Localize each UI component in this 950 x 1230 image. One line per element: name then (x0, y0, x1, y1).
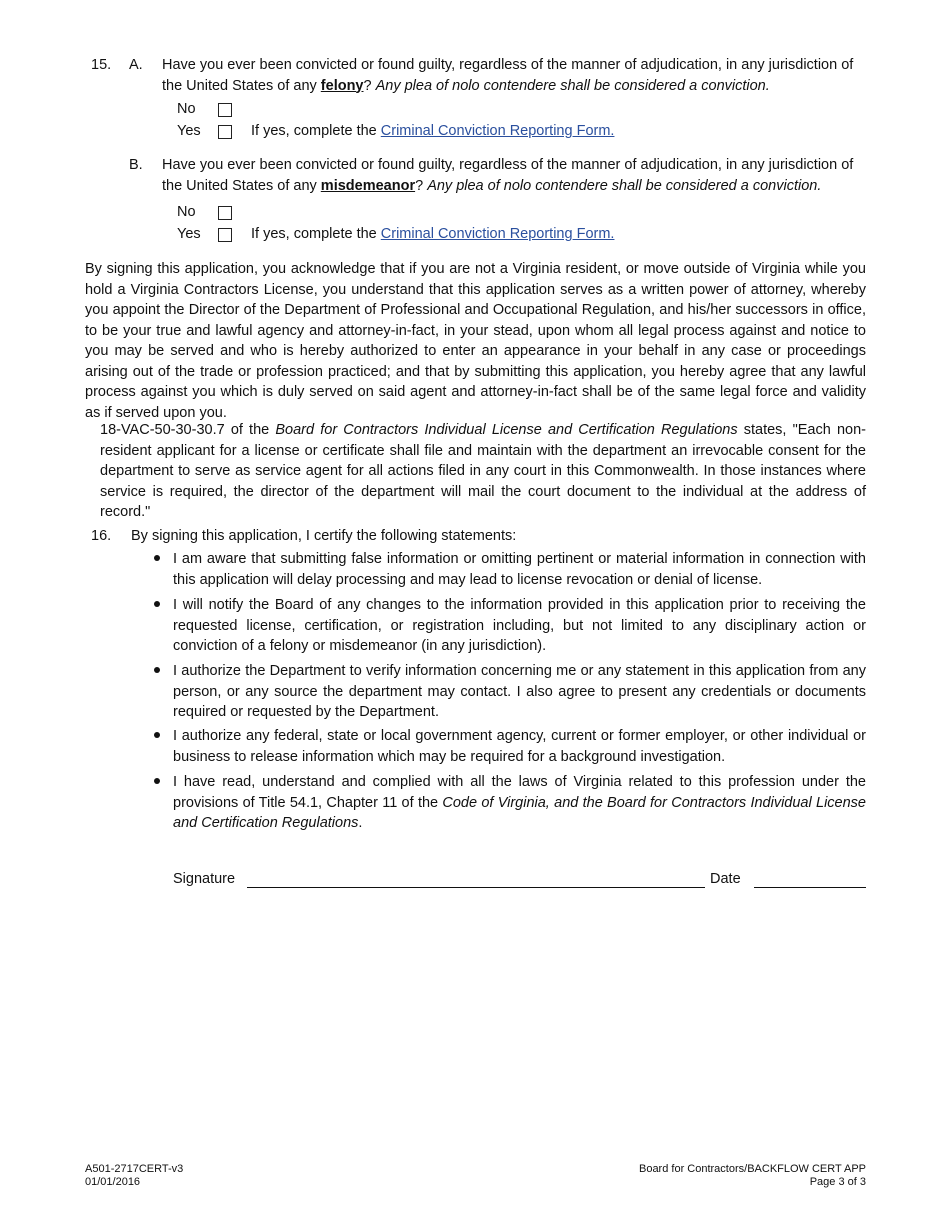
question-15b-yes-label: Yes (177, 226, 201, 242)
regulation-paragraph (100, 420, 866, 523)
laws-statement-pre: I have read, understand and complied with all the laws of Virginia related to this profession under the provisions of Title 54.1, Chapter 11 of the (173, 774, 866, 811)
regulation-post: states, "Each non-resident applicant for a license or certificate shall file and maintain with the department an irrevocable consent for the department to serve as service agent for all actions filed in any court in this Commonwealth. In those instances where service is required, the director of the department will mail the court document to the individual at the address of record." (100, 422, 866, 520)
date-line[interactable] (754, 887, 866, 888)
regulation-title: Board for Contractors Individual License and Certification Regulations (275, 422, 738, 438)
question-15b-nolo: Any plea of nolo contendere shall be considered a conviction. (427, 177, 822, 194)
date-label: Date (710, 871, 741, 887)
certify-statement: I will notify the Board of any changes to the information provided in this application prior to receiving the requested license, certification, or registration including, but not limited to any disciplinary action or conviction of a felony or misdemeanor (in any jurisdiction). (173, 597, 866, 654)
attorney-paragraph: By signing this application, you acknowledge that if you are not a Virginia resident, or move outside of Virginia while you hold a Virginia Contractors License, you understand that this application serves as a written power of attorney, whereby you appoint the Director of the Department of Professional and Occupational Regulation, and his/her successors in office, to be your true and lawful agency and attorney-in-fact, in your stead, upon whom all legal process against and notice to you may be served and who is hereby authorized to enter an appearance in your behalf in any case or proceedings arising out of the trade or profession practiced; and that by submitting this application, you hereby agree that any lawful process against you which is duly served on said agent and attorney-in-fact shall be of the same legal force and validity as if served upon you. (85, 261, 866, 421)
certify-statement: I am aware that submitting false information or omitting pertinent or material information in connection with this application will delay processing and may lead to license revocation or denial of license. (173, 551, 866, 588)
question-15b-criminal-conviction-link[interactable]: Criminal Conviction Reporting Form. (380, 226, 615, 242)
footer-board: Board for Contractors/BACKFLOW CERT APP (638, 1163, 866, 1175)
question-15a-yes-checkbox[interactable] (218, 125, 232, 139)
certify-statement: I authorize any federal, state or local government agency, current or former employer, or other individual or business to release information which may be required for a background investigation. (173, 728, 866, 765)
bullet-dot (154, 732, 160, 738)
signature-line[interactable] (247, 887, 705, 888)
bullet-dot (154, 601, 160, 607)
question-15a-letter: A. (129, 57, 143, 73)
footer-right (639, 1163, 866, 1189)
footer-page-number: Page 3 of 3 (809, 1176, 866, 1188)
question-15b-ifyes-text: If yes, complete the (251, 226, 381, 242)
bullet-dot (154, 667, 160, 673)
footer-left (85, 1163, 183, 1189)
question-15b-misdemeanor: misdemeanor (320, 177, 416, 194)
question-15b-text-pre: Have you ever been convicted or found guilty, regardless of the manner of adjudication, in any jurisdiction of the United States of any (162, 157, 854, 194)
bullet-dot (154, 778, 160, 784)
certify-statement-laws (173, 772, 866, 834)
question-15b-letter: B. (129, 157, 143, 173)
question-15a-no-checkbox[interactable] (218, 103, 232, 117)
footer-form-date: 01/01/2016 (85, 1176, 141, 1188)
footer-form-id: A501-2717CERT-v3 (85, 1163, 184, 1175)
signature-label: Signature (173, 871, 236, 887)
question-15a-ifyes (251, 121, 614, 142)
question-15-number: 15. (91, 57, 112, 73)
question-15a-criminal-conviction-link[interactable]: Criminal Conviction Reporting Form. (380, 123, 615, 139)
question-15b-yes-checkbox[interactable] (218, 228, 232, 242)
question-15a-text (162, 55, 866, 96)
laws-statement-code: Code of Virginia, and the Board for Contractors Individual License and Certification Regulations (173, 794, 866, 831)
question-15a-text-mid: ? (363, 77, 376, 94)
certify-statement: I authorize the Department to verify information concerning me or any statement in this application from any person, or any source the department may contact. I also agree to present any credentials or documents required or requested by the Department. (173, 663, 866, 720)
question-15a-yes-label: Yes (177, 123, 201, 139)
question-16-number: 16. (91, 528, 112, 544)
question-15b-text (162, 155, 866, 196)
question-15b-no-label: No (177, 204, 196, 220)
question-15b-text-mid: ? (415, 177, 428, 194)
question-15a-felony: felony (320, 77, 364, 94)
question-15a-ifyes-text: If yes, complete the (251, 123, 381, 139)
question-15a-no-label: No (177, 101, 196, 117)
laws-statement-post: . (358, 815, 363, 831)
question-15b-ifyes (251, 224, 614, 245)
question-15b-no-checkbox[interactable] (218, 206, 232, 220)
question-15a-text-pre: Have you ever been convicted or found guilty, regardless of the manner of adjudication, in any jurisdiction of the United States of any (162, 57, 854, 94)
bullet-dot (154, 555, 160, 561)
question-15a-nolo: Any plea of nolo contendere shall be considered a conviction. (375, 77, 770, 94)
question-16-intro: By signing this application, I certify the following statements: (131, 528, 517, 544)
regulation-pre: 18-VAC-50-30-30.7 of the (100, 422, 276, 438)
